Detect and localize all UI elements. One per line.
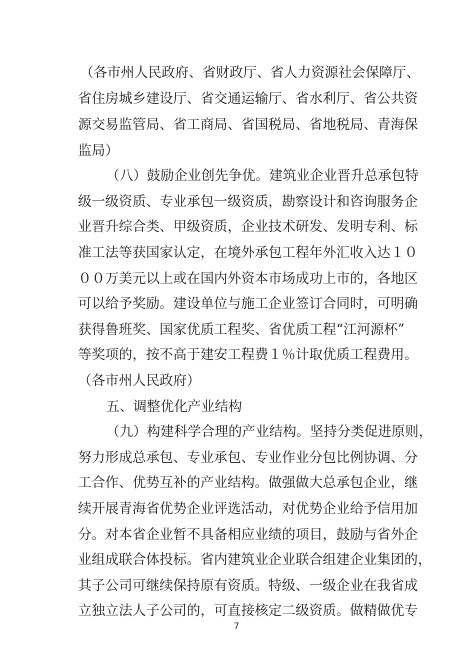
text-line-10: 可以给予奖励。建设单位与施工企业签订合同时，可明确 (78, 296, 418, 312)
text-line-18: 续开展青海省优势企业评选活动，对优势企业给予信用加 (78, 501, 418, 517)
text-line-16: 努力形成总承包、专业承包、专业作业分包比例协调、分 (78, 450, 418, 466)
page-number: 7 (233, 622, 240, 632)
text-line-13: （各市州人民政府） (78, 373, 201, 389)
text-line-11: 获得鲁班奖、国家优质工程奖、省优质工程“江河源杯” (78, 322, 405, 338)
text-line-21: 其子公司可继续保持原有资质。特级、一级企业在我省成 (78, 578, 418, 594)
text-line-1: （各市州人民政府、省财政厅、省人力资源社会保障厅、 (80, 65, 420, 81)
text-line-2: 省住房城乡建设厅、省交通运输厅、省水利厅、省公共资 (78, 91, 418, 107)
text-line-3: 源交易监管局、省工商局、省国税局、省地税局、青海保 (78, 117, 418, 133)
text-line-20: 业组成联合体投标。省内建筑业企业联合组建企业集团的， (78, 552, 432, 568)
section-5-heading: 五、调整优化产业结构 (106, 399, 242, 415)
text-line-8: 准工法等获国家认定，在境外承包工程年外汇收入达１０ (78, 245, 418, 261)
text-line-22: 立独立法人子公司的，可直接核定二级资质。做精做优专 (78, 603, 418, 619)
text-line-19: 分。对本省企业暂不具备相应业绩的项目，鼓励与省外企 (78, 527, 418, 543)
section-9-heading-line: （九）构建科学合理的产业结构。坚持分类促进原则， (106, 424, 433, 440)
text-line-7: 业晋升综合类、甲级资质，企业技术研发、发明专利、标 (78, 219, 418, 235)
text-line-12: 等奖项的，按不高于建安工程费１％计取优质工程费用。 (78, 347, 418, 363)
text-line-4: 监局） (78, 143, 119, 159)
text-line-9: ００万美元以上或在国内外资本市场成功上市的，各地区 (78, 271, 418, 287)
section-8-heading-line: （八）鼓励企业创先争优。建筑业企业晋升总承包特 (106, 168, 419, 184)
text-line-17: 工合作、优势互补的产业结构。做强做大总承包企业，继 (78, 475, 418, 491)
text-line-6: 级一级资质、专业承包一级资质，勘察设计和咨询服务企 (78, 194, 418, 210)
